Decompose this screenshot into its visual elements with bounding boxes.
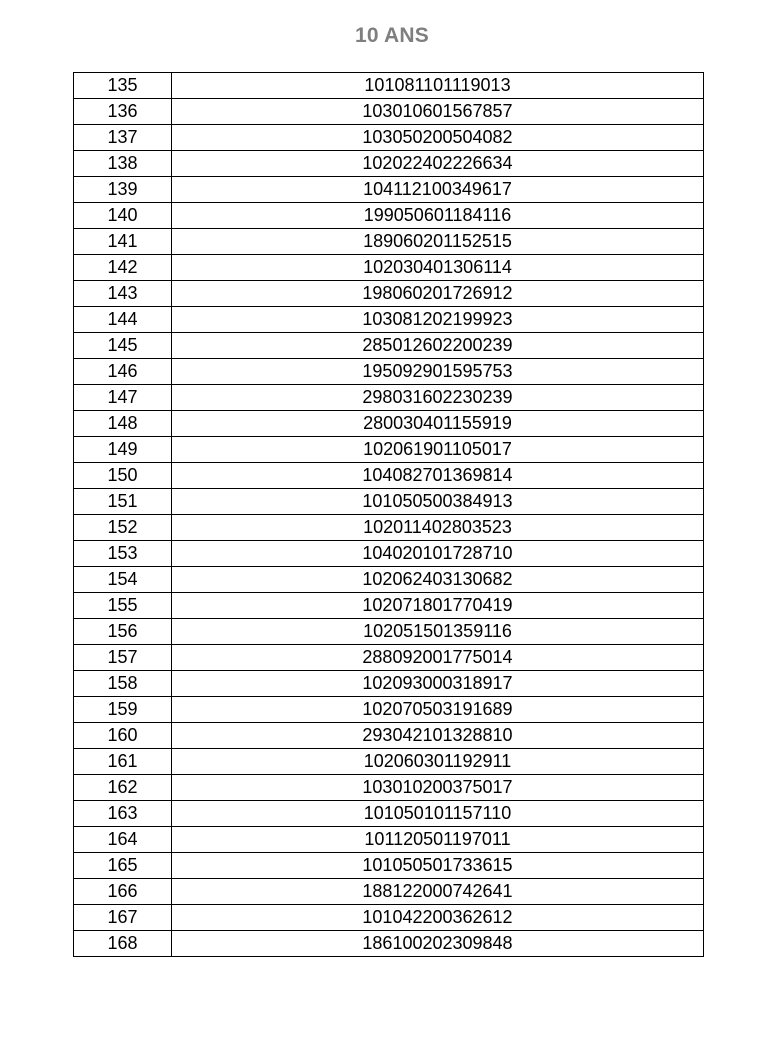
row-number-cell: 166 (74, 879, 172, 905)
table-row (74, 749, 704, 775)
table-row (74, 125, 704, 151)
table-row (74, 853, 704, 879)
row-number-cell: 153 (74, 541, 172, 567)
identifier-cell: 186100202309848 (172, 931, 704, 957)
identifier-cell: 102011402803523 (172, 515, 704, 541)
row-number-cell: 157 (74, 645, 172, 671)
identifier-cell: 101120501197011 (172, 827, 704, 853)
identifier-cell: 102061901105017 (172, 437, 704, 463)
table-row (74, 151, 704, 177)
table-row (74, 879, 704, 905)
identifier-cell: 102030401306114 (172, 255, 704, 281)
row-number-cell: 142 (74, 255, 172, 281)
row-number-cell: 137 (74, 125, 172, 151)
identifier-cell: 188122000742641 (172, 879, 704, 905)
table-row (74, 203, 704, 229)
identifier-cell: 102060301192911 (172, 749, 704, 775)
row-number-cell: 151 (74, 489, 172, 515)
table-row (74, 255, 704, 281)
table-row (74, 801, 704, 827)
identifier-cell: 298031602230239 (172, 385, 704, 411)
row-number-cell: 160 (74, 723, 172, 749)
table-row (74, 619, 704, 645)
identifier-cell: 288092001775014 (172, 645, 704, 671)
identifier-cell: 104020101728710 (172, 541, 704, 567)
row-number-cell: 156 (74, 619, 172, 645)
page-title: 10 ANS (355, 24, 429, 47)
identifier-cell: 103081202199923 (172, 307, 704, 333)
identifier-cell: 285012602200239 (172, 333, 704, 359)
table-row (74, 645, 704, 671)
identifier-cell: 101081101119013 (172, 73, 704, 99)
table-row (74, 385, 704, 411)
identifier-cell: 102071801770419 (172, 593, 704, 619)
identifier-cell: 101042200362612 (172, 905, 704, 931)
row-number-cell: 154 (74, 567, 172, 593)
row-number-cell: 150 (74, 463, 172, 489)
row-number-cell: 168 (74, 931, 172, 957)
identifier-cell: 198060201726912 (172, 281, 704, 307)
identifier-cell: 101050501733615 (172, 853, 704, 879)
identifier-cell: 103050200504082 (172, 125, 704, 151)
id-table (73, 72, 704, 957)
row-number-cell: 152 (74, 515, 172, 541)
row-number-cell: 149 (74, 437, 172, 463)
identifier-cell: 102022402226634 (172, 151, 704, 177)
row-number-cell: 164 (74, 827, 172, 853)
identifier-cell: 101050101157110 (172, 801, 704, 827)
identifier-cell: 199050601184116 (172, 203, 704, 229)
table-row (74, 437, 704, 463)
row-number-cell: 165 (74, 853, 172, 879)
identifier-cell: 293042101328810 (172, 723, 704, 749)
table-row (74, 723, 704, 749)
table-row (74, 697, 704, 723)
identifier-cell: 102093000318917 (172, 671, 704, 697)
table-row (74, 177, 704, 203)
row-number-cell: 158 (74, 671, 172, 697)
table-row (74, 463, 704, 489)
row-number-cell: 135 (74, 73, 172, 99)
identifier-cell: 101050500384913 (172, 489, 704, 515)
row-number-cell: 146 (74, 359, 172, 385)
table-row (74, 567, 704, 593)
table-row (74, 671, 704, 697)
identifier-cell: 103010601567857 (172, 99, 704, 125)
identifier-cell: 104112100349617 (172, 177, 704, 203)
row-number-cell: 140 (74, 203, 172, 229)
table-row (74, 307, 704, 333)
table-row (74, 359, 704, 385)
identifier-cell: 102062403130682 (172, 567, 704, 593)
table-row (74, 489, 704, 515)
row-number-cell: 148 (74, 411, 172, 437)
identifier-cell: 102051501359116 (172, 619, 704, 645)
row-number-cell: 136 (74, 99, 172, 125)
row-number-cell: 141 (74, 229, 172, 255)
identifier-cell: 189060201152515 (172, 229, 704, 255)
identifier-cell: 104082701369814 (172, 463, 704, 489)
table-row (74, 411, 704, 437)
row-number-cell: 147 (74, 385, 172, 411)
table-row (74, 931, 704, 957)
table-row (74, 905, 704, 931)
table-row (74, 827, 704, 853)
identifier-cell: 195092901595753 (172, 359, 704, 385)
row-number-cell: 163 (74, 801, 172, 827)
row-number-cell: 162 (74, 775, 172, 801)
row-number-cell: 144 (74, 307, 172, 333)
table-row (74, 73, 704, 99)
table-row (74, 281, 704, 307)
row-number-cell: 143 (74, 281, 172, 307)
identifier-cell: 102070503191689 (172, 697, 704, 723)
table-body (74, 73, 704, 957)
table-row (74, 541, 704, 567)
identifier-cell: 103010200375017 (172, 775, 704, 801)
identifier-cell: 280030401155919 (172, 411, 704, 437)
row-number-cell: 138 (74, 151, 172, 177)
table-row (74, 775, 704, 801)
row-number-cell: 159 (74, 697, 172, 723)
row-number-cell: 145 (74, 333, 172, 359)
table-row (74, 99, 704, 125)
table-row (74, 229, 704, 255)
table-row (74, 333, 704, 359)
table-row (74, 593, 704, 619)
row-number-cell: 139 (74, 177, 172, 203)
row-number-cell: 161 (74, 749, 172, 775)
table-row (74, 515, 704, 541)
row-number-cell: 155 (74, 593, 172, 619)
row-number-cell: 167 (74, 905, 172, 931)
